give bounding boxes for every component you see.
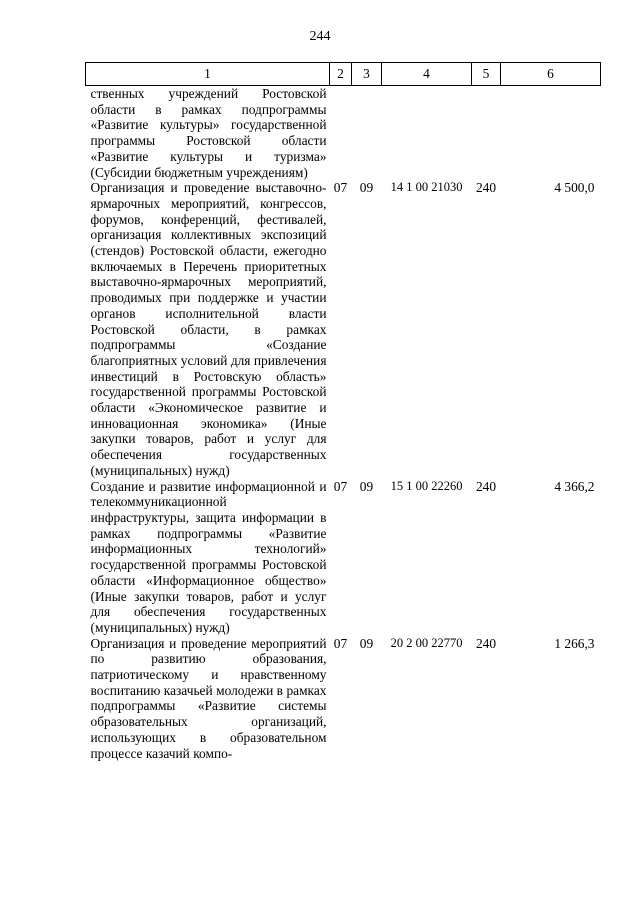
row-target-article: 14 1 00 21030	[390, 180, 463, 195]
table-row	[86, 180, 601, 478]
table-row	[86, 479, 601, 636]
header-col-2: 2	[330, 63, 352, 86]
row-sum	[501, 86, 601, 181]
budget-table	[85, 62, 601, 761]
row-description: Создание и развитие информационной и телекоммуникационной инфраструктуры, защита информации в рамках подпрограммы «Развитие информационных технологий» государственной программы Ростовской области «Информационное общество» (Иные закупки товаров, работ и услуг для обеспечения государственных (муниципальных) нужд)	[90, 478, 327, 635]
row-razdel: 07	[333, 635, 348, 651]
row-sum: 4 500,0	[554, 180, 595, 196]
row-expense-type: 240	[475, 635, 497, 651]
row-description: Организация и проведение выставочно-ярмарочных мероприятий, конгрессов, форумов, конференций, фестивалей, организация коллективных экспозиций (стендов) Ростовской области, ежегодно включаемых в Перечень приоритетных выставочно-ярмарочных мероприятий, проводимых при поддержке и участии органов исполнительной власти Ростовской области, в рамках подпрограммы «Создание благоприятных условий для привлечения инвестиций в Ростовскую область» государственной программы Ростовской области «Экономическое развитие и инновационная экономика» (Иные закупки товаров, работ и услуг для обеспечения государственных (муниципальных) нужд)	[90, 180, 327, 478]
row-description: Организация и проведение мероприятий по развитию образования, патриотическому и нравственному воспитанию казачьей молодежи в рамках подпрограммы «Развитие системы образовательных организаций, использующих в образовательном процессе казачий компо-	[90, 635, 327, 761]
page-number: 244	[309, 29, 331, 44]
row-razdel	[330, 86, 352, 181]
table-header	[86, 63, 601, 86]
row-podrazdel: 09	[359, 635, 374, 651]
header-col-4: 4	[382, 63, 472, 86]
row-sum: 1 266,3	[554, 635, 595, 651]
row-podrazdel: 09	[359, 180, 374, 196]
row-expense-type: 240	[475, 478, 497, 494]
row-target-article: 15 1 00 22260	[390, 478, 463, 493]
row-podrazdel: 09	[359, 478, 374, 494]
header-col-5: 5	[472, 63, 501, 86]
row-razdel: 07	[333, 478, 348, 494]
row-target-article	[382, 86, 472, 181]
header-col-3: 3	[352, 63, 382, 86]
row-target-article: 20 2 00 22770	[390, 635, 463, 650]
row-razdel: 07	[333, 180, 348, 196]
row-expense-type: 240	[475, 180, 497, 196]
header-row	[86, 63, 601, 86]
header-col-1: 1	[86, 63, 330, 86]
table-row	[86, 86, 601, 181]
row-description: ственных учреждений Ростовской области в рамках подпрограммы «Развитие культуры» государственной программы Ростовской области «Развитие культуры и туризма» (Субсидии бюджетным учреждениям)	[90, 86, 327, 180]
table-row	[86, 636, 601, 762]
row-sum: 4 366,2	[554, 478, 595, 494]
row-podrazdel	[352, 86, 382, 181]
header-col-6: 6	[501, 63, 601, 86]
row-expense-type	[472, 86, 501, 181]
table-body	[86, 86, 601, 762]
